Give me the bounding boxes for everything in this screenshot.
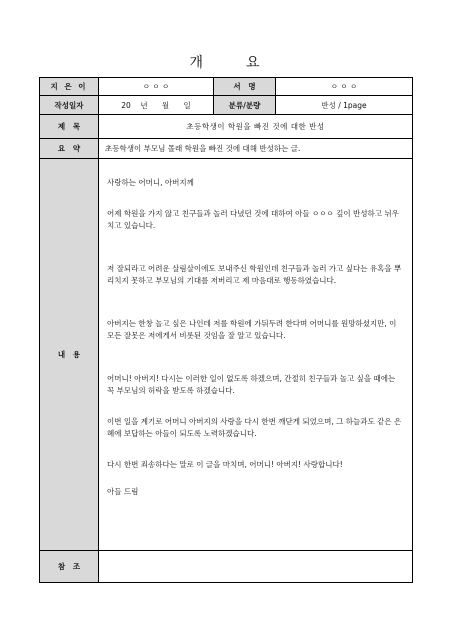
content-signoff: 아들 드림 <box>107 487 139 496</box>
reference-label: 참 조 <box>40 551 99 583</box>
reference-value[interactable] <box>99 551 413 583</box>
content-paragraph: 저 잘되라고 어려운 살림살이에도 보내주신 학원인데 친구들과 놀러 가고 싶다는 유혹을 뿌리치지 못하고 부모님의 기대를 저버리고 제 마음대로 행동하였습니다. <box>107 264 402 285</box>
content-paragraph: 아버지는 한창 놀고 싶은 나인데 저를 학원에 가둬두려 한다며 어머니를 원망하셨지만, 이 모든 잘못은 저에게서 비롯된 것임을 잘 알고 있습니다. <box>107 319 397 340</box>
summary-label: 요 약 <box>40 139 99 159</box>
content-row <box>40 159 413 551</box>
author-value[interactable]: ㅇ ㅇ ㅇ <box>99 78 214 96</box>
summary-row <box>40 139 413 159</box>
title-part-2: 요 <box>246 55 261 71</box>
date-value[interactable]: 20 년 월 일 <box>99 96 214 115</box>
document-title <box>0 52 450 72</box>
content-label: 내 용 <box>40 159 99 551</box>
content-greeting: 사랑하는 어머니, 아버지께 <box>107 178 194 187</box>
content-closing: 다시 한번 죄송하다는 말로 이 글을 마치며, 어머니! 아버지! 사랑합니다! <box>107 460 343 469</box>
subject-row <box>40 115 413 139</box>
content-paragraph: 이번 일을 계기로 어머니 아버지의 사랑을 다시 한번 깨닫게 되었으며, 그 하늘과도 같은 은혜에 보답하는 아들이 되도록 노력하겠습니다. <box>107 417 402 438</box>
title-part-1: 개 <box>189 55 204 71</box>
date-row <box>40 96 413 115</box>
subject-label: 제 목 <box>40 115 99 139</box>
author-row <box>40 78 413 96</box>
signature-value[interactable]: ㅇ ㅇ ㅇ <box>276 78 413 96</box>
content-paragraph: 어머니! 아버지! 다시는 이러한 일이 없도록 하겠으며, 간절히 친구들과 놀고 싶을 때에는 꼭 부모님의 허락을 받도록 하겠습니다. <box>107 374 396 395</box>
reference-row <box>40 551 413 583</box>
category-value[interactable]: 반성 / 1page <box>276 96 413 115</box>
category-label: 분류/분량 <box>214 96 276 115</box>
summary-value[interactable]: 초등학생이 부모님 몰래 학원을 빠진 것에 대해 반성하는 글. <box>99 139 413 159</box>
date-label: 작성일자 <box>40 96 99 115</box>
subject-value[interactable]: 초등학생이 학원을 빠진 것에 대한 반성 <box>99 115 413 139</box>
author-label: 지 은 이 <box>40 78 99 96</box>
content-paragraph: 어제 학원을 가지 않고 친구들과 놀러 다녔던 것에 대하여 아들 ㅇㅇㅇ 깊이 반성하고 뉘우치고 있습니다. <box>107 209 399 230</box>
document-form-table <box>39 77 413 583</box>
content-body[interactable] <box>99 159 413 551</box>
signature-label: 서 명 <box>214 78 276 96</box>
